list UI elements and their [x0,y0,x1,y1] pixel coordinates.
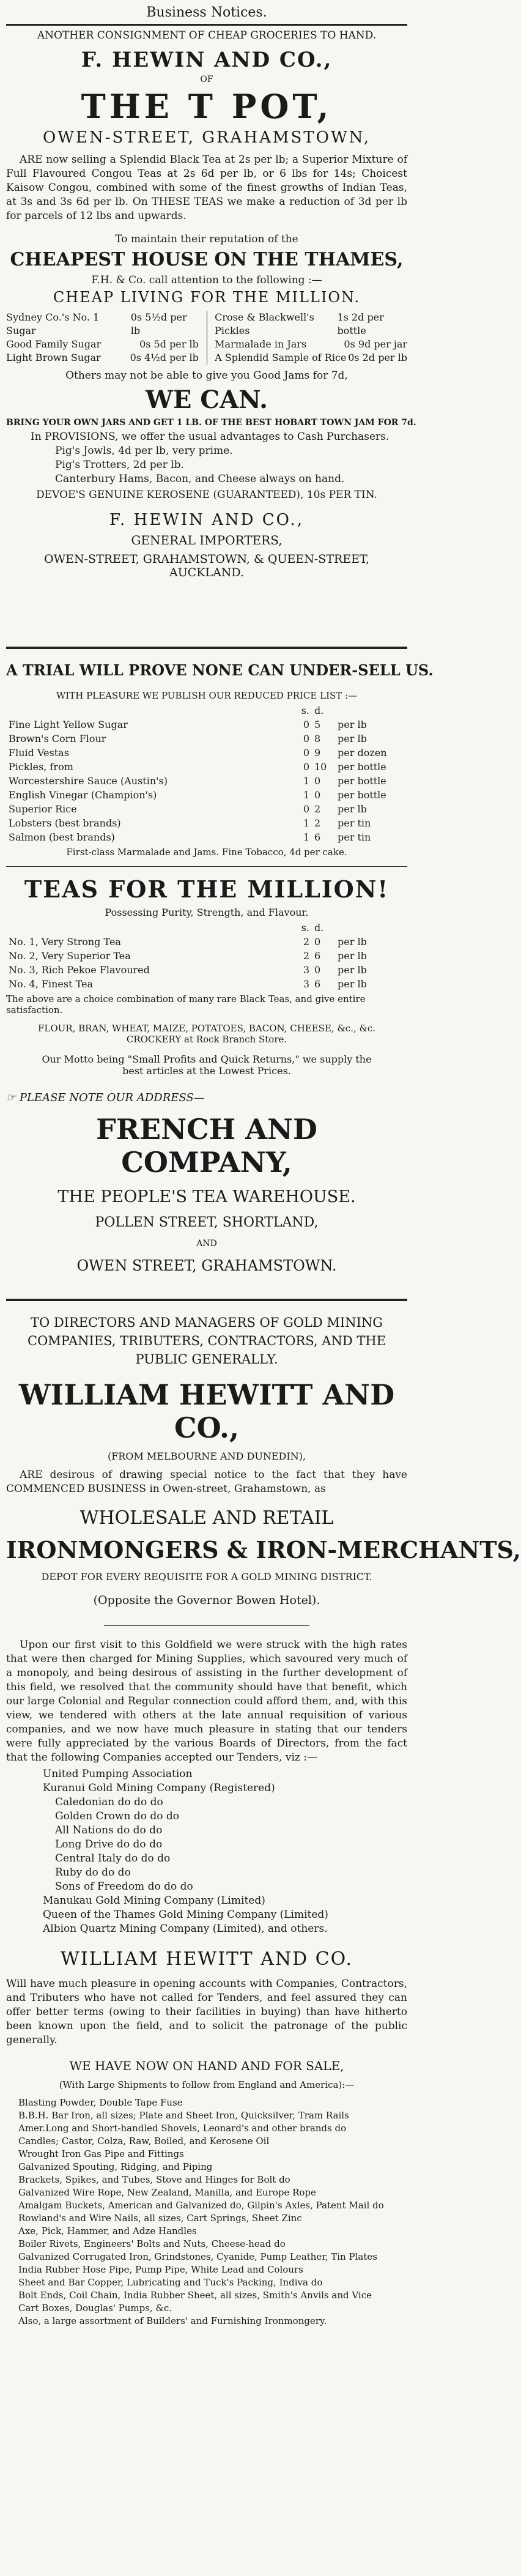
firm-name-2: F. HEWIN AND CO., [109,511,305,529]
now-on-hand: WE HAVE NOW ON HAND AND FOR SALE, [69,2058,344,2073]
list-item: A Splendid Sample of Rice 0s 2d per lb [215,352,407,363]
pollen-text: POLLEN STREET, SHORTLAND, [95,1215,319,1230]
table-row: Lobsters (best brands) 1 2 per tin [9,817,371,829]
list-item: Cart Boxes, Douglas' Pumps, &c. [18,2303,172,2314]
million-heading: CHEAP LIVING FOR THE MILLION. [53,289,361,306]
goods-list [6,2096,407,2328]
shop-address: OWEN-STREET, GRAHAMSTOWN, [42,128,371,147]
flour-text: FLOUR, BRAN, WHEAT, MAIZE, POTATOES, BACON, CHEESE, &c., &c. [37,1023,376,1034]
cheapest-heading: CHEAPEST HOUSE ON THE THAMES, [10,249,404,270]
list-item: Galvanized Spouting, Ridging, and Piping [18,2161,213,2172]
divider [104,1625,309,1626]
table-row: No. 4, Finest Tea 3 6 per lb [9,978,367,990]
crockery-text: CROCKERY at Rock Branch Store. [126,1034,287,1045]
table-row: Fine Light Yellow Sugar 0 5 per lb [9,719,367,730]
shop-name: THE T POT, [81,87,333,126]
list-item: India Rubber Hose Pipe, Pump Pipe, White Lead and Colours [18,2264,303,2275]
right-price-list [215,311,407,365]
list-item: Boiler Rivets, Engineers' Bolts and Nuts, Cheese-head do [18,2238,286,2249]
choice-text: The above are a choice combination of many rare Black Teas, and give entire satisfaction. [6,993,366,1015]
attention-text: F.H. & Co. call attention to the following :— [91,274,322,286]
kerosene-text: DEVOE'S GENUINE KEROSENE (GUARANTEED), 10s PER TIN. [36,489,377,501]
list-item: Kuranui Gold Mining Company (Registered) [43,1782,275,1794]
tea-paragraph: ARE now selling a Splendid Black Tea at 2s per lb; a Superior Mixture of Full Flavoured Congou Teas at 2s 6d per lb, or 6 lbs for 14s; Choicest Kaisow Congou, combined with some of the finest growths of Indian Teas, at 3s and 3s 6d per lb. On THESE TEAS we make a reduction of 3d per lb for parcels of 12 lbs and upwards. [6,154,407,222]
table-row: No. 2, Very Superior Tea 2 6 per lb [9,950,367,962]
ad-intro: ANOTHER CONSIGNMENT OF CHEAP GROCERIES TO HAND. [37,29,377,42]
table-row: No. 3, Rich Pekoe Flavoured 3 0 per lb [9,964,367,976]
we-can-heading: WE CAN. [145,385,268,414]
list-item: Light Brown Sugar 0s 4½d per lb [6,352,199,363]
teas-heading: TEAS FOR THE MILLION! [24,875,390,903]
list-item: Rowland's and Wire Nails, all sizes, Cart Springs, Sheet Zinc [18,2213,302,2224]
tea-table [6,921,407,991]
list-item: United Pumping Association [43,1768,193,1780]
others-text: Others may not be able to give you Good Jams for 7d, [65,369,348,382]
list-item: Also, a large assortment of Builders' and Furnishing Ironmongery. [18,2315,327,2326]
publish-text: WITH PLEASURE WE PUBLISH OUR REDUCED PRICE LIST :— [56,690,358,701]
list-item: Long Drive do do do [55,1838,163,1850]
list-item: Good Family Sugar 0s 5d per lb [6,338,199,350]
list-item: Manukau Gold Mining Company (Limited) [43,1895,265,1907]
pointing-hand-icon: ☞ [6,1091,20,1104]
list-item: In PROVISIONS, we offer the usual advantages to Cash Purchasers. [31,431,390,443]
list-item: Galvanized Corrugated Iron, Grindstones, Cyanide, Pump Leather, Tin Plates [18,2251,377,2262]
list-item: Amalgam Buckets, American and Galvanized do, Gilpin's Axles, Patent Mail do [18,2200,384,2211]
and-text: AND [196,1239,217,1249]
list-item: Axe, Pick, Hammer, and Adze Handles [18,2225,197,2236]
list-item: Crose & Blackwell's Pickles 1s 2d per bottle [215,311,384,336]
list-item: Brackets, Spikes, and Tubes, Stove and Hinges for Bolt do [18,2174,290,2185]
page-header: Business Notices. [146,5,267,20]
list-item: Candles; Castor, Colza, Raw, Boiled, and Kerosene Oil [18,2136,270,2147]
ad-french [6,661,434,1274]
table-row: Salmon (best brands) 1 6 per tin [9,831,371,843]
companies-list [6,1767,407,1936]
to-directors: TO DIRECTORS AND MANAGERS OF GOLD MINING COMPANIES, TRIBUTERS, CONTRACTORS, AND THE PUBLIC GENERALLY. [28,1315,386,1367]
hewitt-firm: WILLIAM HEWITT AND CO., [18,1378,395,1444]
table-row: Brown's Corn Flour 0 8 per lb [9,733,367,744]
trial-headline: A TRIAL WILL PROVE NONE CAN UNDER-SELL US. [6,661,434,679]
list-item: Sheet and Bar Copper, Lubricating and Tuck's Packing, Indiva do [18,2277,323,2288]
list-item: Golden Crown do do do [55,1810,179,1822]
importers-text: GENERAL IMPORTERS, [131,533,283,547]
table-row: Worcestershire Sauce (Austin's) 1 0 per bottle [9,775,386,787]
divider [6,866,407,867]
price-columns [6,311,407,365]
firm-name: F. HEWIN AND CO., [81,48,333,72]
list-item: Pig's Trotters, 2d per lb. [55,459,184,471]
possessing-text: Possessing Purity, Strength, and Flavour. [105,907,309,918]
list-item: Central Italy do do do [55,1852,171,1865]
list-item: Wrought Iron Gas Pipe and Fittings [18,2148,184,2159]
shipments-text: (With Large Shipments to follow from England and America):— [59,2079,355,2090]
table-row: Pickles, from 0 10 per bottle [9,761,386,773]
list-item: B.B.H. Bar Iron, all sizes; Plate and Sheet Iron, Quicksilver, Tram Rails [18,2110,349,2121]
list-item: Sydney Co.'s No. 1 Sugar 0s 5½d per lb [6,311,187,336]
list-item: Albion Quartz Mining Company (Limited), and others. [43,1923,328,1935]
list-item: Sons of Freedom do do do [55,1880,193,1893]
list-item: Queen of the Thames Gold Mining Company (Limited) [43,1909,328,1921]
list-item: Bolt Ends, Coil Chain, India Rubber Sheet, all sizes, Smith's Anvils and Vice [18,2290,372,2301]
depot-text: DEPOT FOR EVERY REQUISITE FOR A GOLD MINING DISTRICT. [41,1571,372,1583]
ad-hewitt [6,1313,521,2328]
please-note: ☞ PLEASE NOTE OUR ADDRESS— [6,1091,205,1104]
provisions-list [6,430,407,486]
accounts-paragraph: Will have much pleasure in opening accounts with Companies, Contractors, and Tributers who have not called for Tenders, and feel assured they can offer better terms (owing to their facilities in buying) than have hitherto been known upon the field, and to solicit the patronage of the public generally. [6,1978,407,2046]
list-item: Galvanized Wire Rope, New Zealand, Manilla, and Europe Rope [18,2187,316,2198]
table-row: Fluid Vestas 0 9 per dozen [9,747,387,759]
list-item: Ruby do do do [55,1866,131,1879]
table-row: English Vinegar (Champion's) 1 0 per bottle [9,789,386,801]
divider [6,647,407,649]
list-item: Amer.Long and Short-handled Shovels, Leonard's and other brands do [18,2123,347,2134]
firm-address: OWEN-STREET, GRAHAMSTOWN, & QUEEN-STREET, AUCKLAND. [44,552,369,579]
marmalade-text: First-class Marmalade and Jams. Fine Tobacco, 4d per cake. [66,847,347,858]
list-item: Pig's Jowls, 4d per lb, very prime. [55,445,233,457]
newspaper-page [6,0,521,2328]
tender-paragraph: Upon our first visit to this Goldfield we were struck with the high rates that were then charged for Mining Supplies, which savoured very much of a monopoly, and being desirous of assisting in the further development of this field, we resolved that the community should have that benefit, which our large Colonial and Regular connection could afford them, and, with this view, we tendered with others at the late annual requisition of various companies, and we now have much pleasure in stating that our tenders were fully appreciated by the various Boards of Directors, from the fact that the following Companies accepted our Tenders, viz :— [6,1639,407,1764]
list-item: Marmalade in Jars 0s 9d per jar [215,338,407,350]
divider [6,24,407,26]
list-item: Caledonian do do do [55,1796,163,1808]
of-label: OF [200,75,213,84]
divider [6,1299,407,1301]
price-table [6,703,407,844]
from-text: (FROM MELBOURNE AND DUNEDIN), [107,1450,306,1462]
iron-heading: IRONMONGERS & IRON-MERCHANTS, [6,1536,521,1564]
jam-offer: BRING YOUR OWN JARS AND GET 1 LB. OF THE BEST HOBART TOWN JAM FOR 7d. [6,418,416,428]
french-firm: FRENCH AND COMPANY, [96,1113,317,1179]
ad-hewin [6,29,416,579]
commenced-paragraph: ARE desirous of drawing special notice to the fact that they have COMMENCED BUSINESS in Owen-street, Grahamstown, as [6,1469,407,1495]
opposite-text: (Opposite the Governor Bowen Hotel). [93,1594,320,1607]
table-row: No. 1, Very Strong Tea 2 0 per lb [9,936,367,948]
wholesale-heading: WHOLESALE AND RETAIL [79,1507,334,1529]
warehouse-text: THE PEOPLE'S TEA WAREHOUSE. [57,1187,356,1206]
table-row: s. d. [301,922,324,934]
list-item: Canterbury Hams, Bacon, and Cheese always on hand. [55,473,345,485]
owen-text: OWEN STREET, GRAHAMSTOWN. [76,1257,337,1274]
motto-text: Our Motto being "Small Profits and Quick Returns," we supply the best articles at the Lowest Prices. [42,1053,372,1077]
list-item: Blasting Powder, Double Tape Fuse [18,2097,183,2108]
left-price-list [6,311,199,365]
list-item: All Nations do do do [55,1824,163,1836]
maintain-text: To maintain their reputation of the [115,233,298,245]
table-row: Superior Rice 0 2 per lb [9,803,367,815]
hewitt-firm-2: WILLIAM HEWITT AND CO. [61,1948,353,1970]
table-row: s. d. [301,705,324,716]
